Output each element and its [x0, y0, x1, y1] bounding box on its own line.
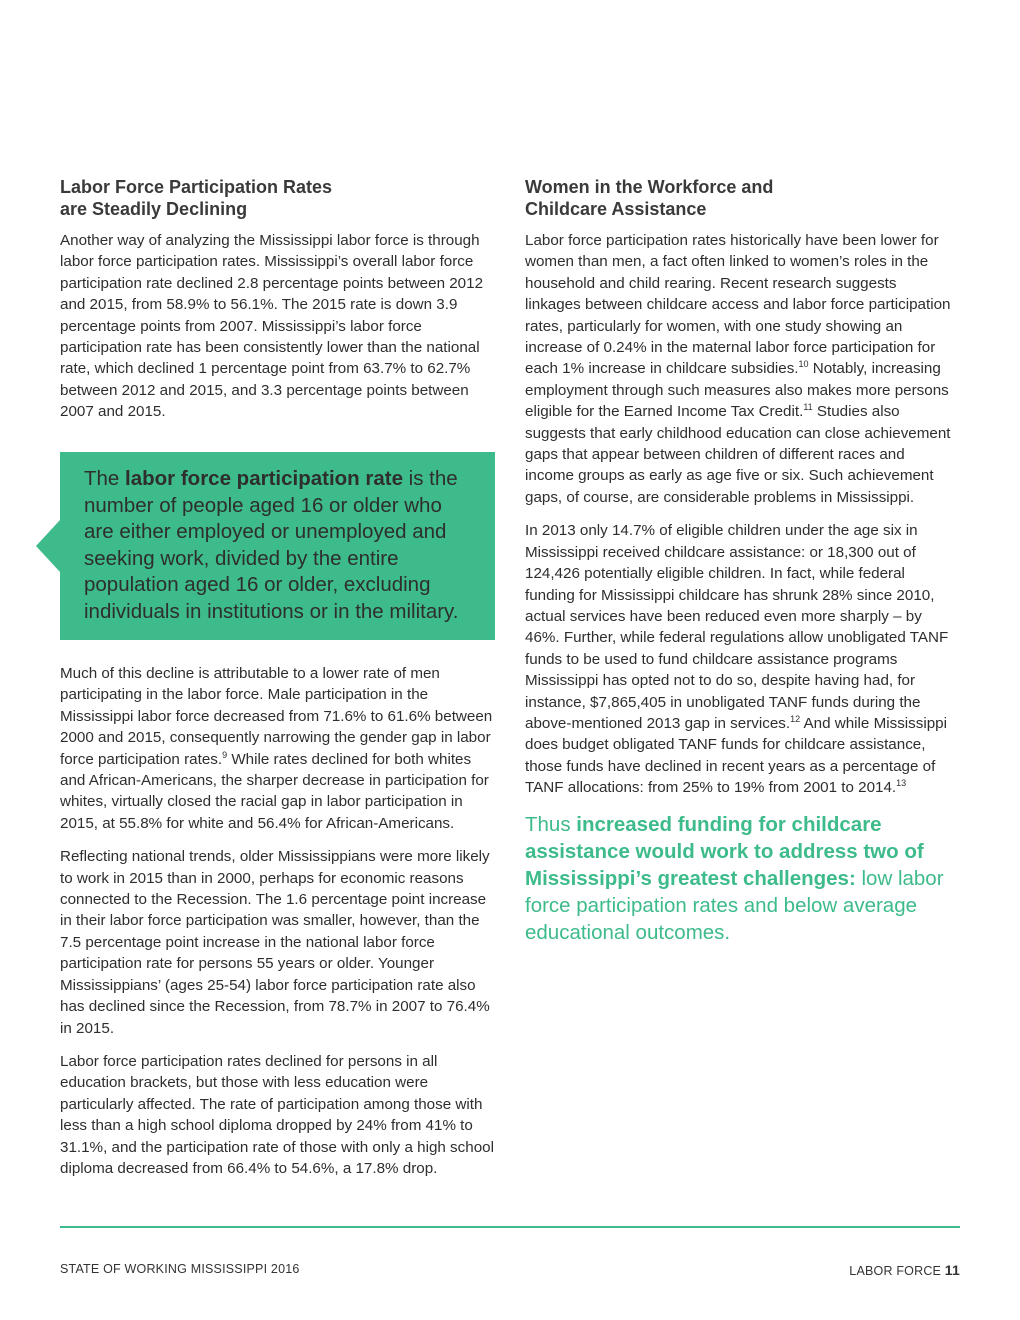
footnote-ref: 10 [798, 359, 809, 370]
callout-bold-term: labor force participation rate [125, 467, 403, 490]
heading-line: Women in the Workforce and [525, 177, 774, 197]
footnote-ref: 11 [803, 402, 813, 413]
heading-line: are Steadily Declining [60, 199, 248, 219]
heading-line: Labor Force Participation Rates [60, 177, 333, 197]
page-number: 11 [944, 1262, 960, 1278]
callout-suffix: is the number of people aged 16 or older who are either employed or unemployed and seeking work, divided by the entire population aged 16 or older, excluding individuals in institutions or in the military. [84, 467, 459, 623]
callout-prefix: The [84, 467, 126, 490]
footer-section-name: LABOR FORCE [849, 1264, 942, 1278]
paragraph: Labor force participation rates declined for persons in all education brackets, but those with less education were particularly affected. The rate of participation among those with less than a high school diploma dropped by 24% from 41% to 31.1%, and the participation rate of those with only a high school diploma decreased from 66.4% to 54.6%, a 17.8% drop. [60, 1052, 494, 1177]
footnote-ref: 12 [790, 713, 801, 724]
left-column-continued [60, 663, 496, 1191]
section-heading-women-workforce [525, 176, 955, 220]
quote-bold: increased funding for childcare assistance would work to address two of Mississippi’s greatest challenges: [525, 812, 924, 890]
footer-divider [60, 1226, 960, 1228]
paragraph: Reflecting national trends, older Mississippians were more likely to work in 2015 than in 2000, perhaps for economic reasons connected to the Recession. The 1.6 percentage point increase in their labor force participation was smaller, however, than the 7.5 percentage point increase in the national labor force participation rate for persons 55 years or older. Younger Mississippians’ (ages 25-54) labor force participation rate also has declined since the Recession, from 78.7% in 2007 to 76.4% in 2015. [60, 848, 490, 1037]
left-column [60, 176, 496, 435]
paragraph: Another way of analyzing the Mississippi labor force is through labor force participation rates. Mississippi’s overall labor force participation rate declined 2.8 percentage points between 2012 and 2015, from 58.9% to 56.1%. The 2015 rate is down 3.9 percentage points from 2007. Mississippi’s labor force participation rate has been consistently lower than the national rate, which declined 1 percentage point from 63.7% to 62.7% between 2012 and 2015, and 3.3 percentage points between 2007 and 2015. [60, 232, 484, 421]
paragraph-text: Notably, increasing employment through such measures also makes more persons eligible for the Earned Income Tax Credit. [525, 360, 949, 421]
paragraph [60, 663, 496, 834]
right-column [525, 176, 955, 946]
footer-page-label [849, 1262, 960, 1278]
paragraph-text: Studies also suggests that early childhood education can close achievement gaps that appear between children of different races and income groups as early as age five or six. Such achievement gaps, of course, are considerable problems in Mississippi. [525, 403, 951, 506]
footer-publication-title: STATE OF WORKING MISSISSIPPI 2016 [60, 1262, 300, 1276]
paragraph-text: And while Mississippi does budget obligated TANF funds for childcare assistance, those funds have declined in recent years as a percentage of TANF allocations: from 25% to 19% from 2001 to 2014. [525, 714, 947, 797]
footnote-ref: 13 [896, 778, 907, 789]
paragraph-text: While rates declined for both whites and African-Americans, the sharper decrease in participation for whites, virtually closed the racial gap in labor participation in 2015, at 55.8% for white and 56.4% for African-Americans. [60, 750, 489, 832]
callout-text [84, 466, 477, 625]
quote-prefix: Thus [525, 812, 577, 836]
paragraph-text: Much of this decline is attributable to a lower rate of men participating in the labor force. Male participation in the Mississippi labor force decreased from 71.6% to 61.6% between 2000 and 2015, consequently narrowing the gender gap in labor force participation rates. [60, 665, 493, 768]
quote-suffix: low labor force participation rates and below average educational outcomes. [525, 866, 944, 944]
heading-line: Childcare Assistance [525, 199, 707, 219]
pull-quote [525, 811, 955, 946]
paragraph-text: In 2013 only 14.7% of eligible children under the age six in Mississippi received childcare assistance: or 18,300 out of 124,426 potentially eligible children. In fact, while federal funding for Mississippi childcare has shrunk 28% since 2010, actual services have been reduced even more sharply – by 46%. Further, while federal regulations allow unobligated TANF funds to be used to fund childcare assistance programs Mississippi has opted not to do so, despite having had, for instance, $7,865,405 in unobligated TANF funds during the above-mentioned 2013 gap in services. [525, 522, 949, 732]
section-heading-labor-force [60, 176, 496, 220]
paragraph [525, 230, 955, 508]
paragraph [525, 520, 955, 798]
definition-callout [60, 452, 495, 640]
footnote-ref: 9 [222, 749, 228, 760]
paragraph-text: Labor force participation rates historically have been lower for women than men, a fact often linked to women’s roles in the household and child rearing. Recent research suggests linkages between childcare access and labor force participation rates, particularly for women, with one study showing an increase of 0.24% in the maternal labor force participation for each 1% increase in childcare subsidies. [525, 232, 951, 378]
